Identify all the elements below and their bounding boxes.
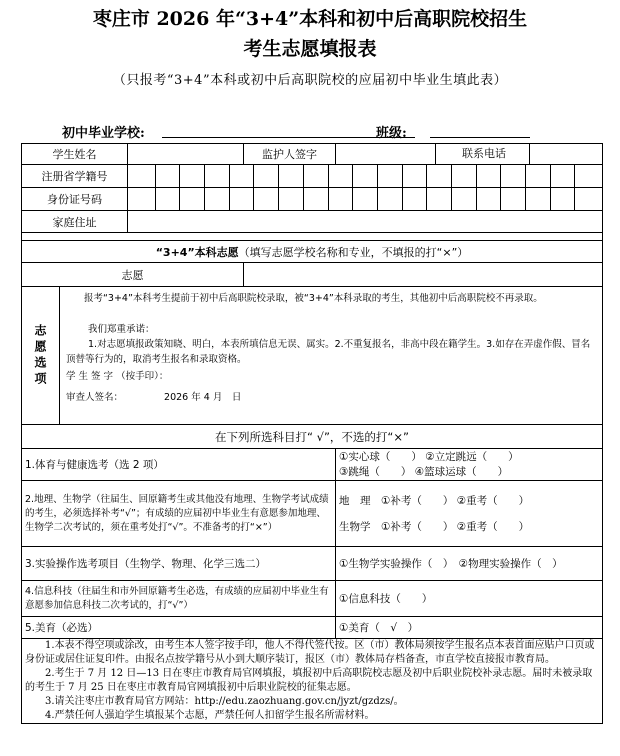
pledge-block [60, 287, 603, 425]
id-field[interactable] [128, 188, 603, 211]
art-label: 5.美育（必选） [22, 617, 336, 639]
lab-options[interactable]: ①生物学实验操作（ ） ②物理实验操作（ ） [336, 547, 603, 581]
spacer-row [22, 233, 603, 241]
geo-bio-options [336, 481, 603, 547]
geo-retake[interactable]: ②重考（ ） [456, 494, 530, 507]
wish-heading-note: （填写志愿学校名称和专业，不填报的打“×”） [238, 245, 469, 259]
pledge-text: 1.对志愿填报政策知晓、明白，本表所填信息无误、属实。2.不重复报名，非高中段在籍学生。3.如存在弄虚作假、冒名顶替等行为的，取消考生报名和录取资格。 [66, 339, 591, 365]
pe-opt-basketball[interactable]: ④篮球运球（ ） [414, 465, 509, 478]
reviewer-sign-label: 审查人签名： [66, 392, 124, 403]
note-2: 2.考生于 7 月 12 日—13 日在枣庄市教育局官网填报，填报初中后高职院校志愿及初中后职业院校补录志愿。届时未被录取的考生于 7 月 25 日在枣庄市教育局官网填报初中后职业院校的征集志愿。 [25, 668, 593, 693]
pe-options[interactable] [336, 449, 603, 481]
selection-instruction: 在下列所选科目打“ √”，不选的打“×” [22, 425, 603, 449]
phone-cell [436, 144, 603, 165]
class-label: 班级: [376, 126, 407, 141]
reg-field[interactable] [128, 165, 603, 188]
form-title-line2: 考生志愿填报表 [243, 38, 377, 60]
reg-label: 注册省学籍号 [22, 165, 128, 188]
sign-date: 2026 年 4 月 日 [164, 392, 242, 403]
pe-label: 1.体育与健康选考（选 2 项） [22, 449, 336, 481]
bio-retake[interactable]: ②重考（ ） [456, 520, 530, 533]
school-class-row [62, 120, 542, 140]
it-label: 4.信息科技（往届生和市外回原籍考生必选，有成绩的应届初中毕业生有意愿参加信息科技二次考试的，打“√”） [22, 581, 336, 617]
form-title: 枣庄市 2026 年“3+4”本科和初中后高职院校招生 [92, 8, 528, 30]
geo-label: 地 理 [339, 494, 371, 507]
wish-label: 志愿 [22, 263, 244, 287]
bio-label: 生物学 [339, 520, 371, 533]
form-subtitle: （只报考“3+4”本科或初中后高职院校的应届初中毕业生填此表） [112, 73, 508, 88]
wish-heading [22, 241, 603, 263]
bio-makeup[interactable]: ①补考（ ） [381, 520, 454, 533]
address-field[interactable] [128, 211, 603, 233]
note-3: 3.请关注枣庄市教育局官方网站：http://edu.zaozhuang.gov.cn/jyzt/gzdzs/。 [45, 696, 404, 707]
wish-note: 报考“3+4”本科考生提前于初中后高职院校录取，被“3+4”本科录取的考生，其他初中后高职院校不再录取。 [84, 293, 543, 304]
note-4: 4.严禁任何人强迫学生填报某个志愿，严禁任何人扣留学生报名所需材料。 [45, 710, 375, 721]
geo-makeup[interactable]: ①补考（ ） [381, 494, 454, 507]
pledge-title: 我们郑重承诺： [88, 324, 155, 335]
wish-field[interactable] [244, 263, 603, 287]
guardian-sign-label: 监护人签字 [244, 144, 336, 165]
id-label: 身份证号码 [22, 188, 128, 211]
art-option[interactable]: ①美育（ √ ） [336, 617, 603, 639]
phone-field[interactable] [530, 144, 599, 164]
notes-block [22, 639, 603, 724]
geo-bio-label: 2.地理、生物学（往届生、回原籍考生或其他没有地理、生物学考试成绩的考生，必须选择补考“√”；有成绩的应届初中毕业生有意愿参加地理、生物学二次考试的，须在重考处打“√”。不准备考的打“×”） [22, 481, 336, 547]
guardian-sign-field[interactable] [336, 144, 436, 165]
pe-opt-rope[interactable]: ③跳绳（ ） [339, 465, 412, 478]
it-option[interactable]: ①信息科技（ ） [336, 581, 603, 617]
student-sign-label: 学 生 签 字 （按手印）： [66, 371, 169, 382]
name-field[interactable] [128, 144, 244, 165]
address-label: 家庭住址 [22, 211, 128, 233]
wish-side-label-cell [22, 287, 60, 425]
class-field[interactable] [430, 137, 530, 138]
lab-label: 3.实验操作选考项目（生物学、物理、化学三选二） [22, 547, 336, 581]
wish-heading-title: “3+4”本科志愿 [155, 245, 239, 259]
school-label: 初中毕业学校: [62, 126, 145, 141]
name-label: 学生姓名 [22, 144, 128, 165]
pe-opt-shotput[interactable]: ①实心球（ ） [339, 450, 422, 463]
note-1: 1.本表不得空项或涂改，由考生本人签字按手印，他人不得代签代按。区（市）教体局须按学生报名点本表首面应贴户口页或身份证或居住证复印件。由报名点按学籍号从小到大顺序装订，报区（市）教体局存档备查，市直学校直接报市教育局。 [25, 640, 595, 665]
pe-opt-longjump[interactable]: ②立定跳远（ ） [425, 450, 519, 463]
wish-side-label: 志愿选项 [33, 323, 47, 388]
phone-label: 联系电话 [439, 144, 530, 164]
application-form-table [21, 143, 603, 724]
